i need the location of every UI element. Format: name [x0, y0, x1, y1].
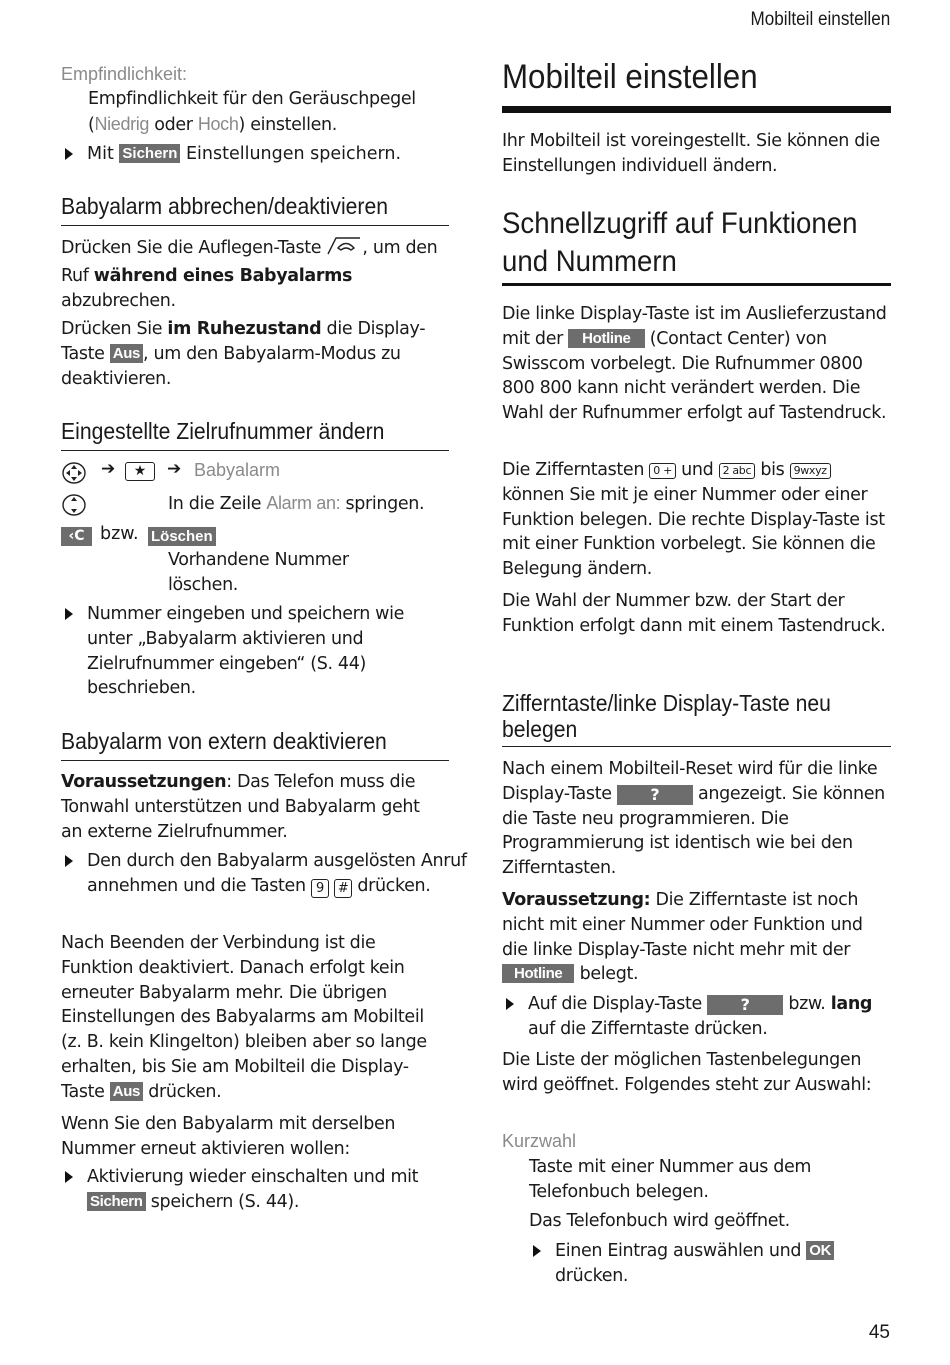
softkey-sichern: Sichern — [87, 1192, 146, 1211]
option-niedrig: Niedrig — [94, 113, 150, 134]
bullet-icon — [65, 148, 73, 160]
delete-description: Vorhandene Nummer löschen. — [168, 550, 349, 595]
nav-key-icon — [61, 493, 87, 521]
heading-extern: Babyalarm von extern deaktivieren — [61, 728, 387, 754]
menu-babyalarm: Babyalarm — [194, 460, 281, 480]
digit-keys-paragraph: Die Zifferntasten 0 + und 2 abc bis 9wxyz können Sie mit je einer Nummer oder einer Funktion belegen. Die rechte Display-Taste ist mit einer Funktion vorbelegt. Sie können die Belegung ändern. — [502, 460, 885, 580]
navigation-sequence — [61, 459, 451, 485]
softkey-hotline: Hotline — [502, 964, 574, 983]
bullet-icon — [65, 1171, 73, 1183]
sensitivity-description: Empfindlichkeit für den Geräuschpegel (Niedrig oder Hoch) einstellen. — [88, 89, 416, 135]
heading-rule — [61, 193, 449, 226]
requirement-paragraph: Voraussetzung: Die Zifferntaste ist noch nicht mit einer Nummer oder Funktion und die linke Display-Taste nicht mehr mit der Hotline belegt. — [502, 890, 863, 985]
key-9-icon: 9wxyz — [790, 463, 831, 479]
bullet-icon — [65, 855, 73, 867]
phonebook-opens: Das Telefonbuch wird geöffnet. — [529, 1211, 790, 1231]
section-heading-block — [502, 205, 891, 286]
heading-rule — [61, 728, 449, 761]
press-key-instruction: Auf die Display-Taste ? bzw. lang auf die Zifferntaste drücken. — [502, 992, 888, 1042]
key-9-icon: 9 — [311, 879, 329, 898]
dial-paragraph: Die Wahl der Nummer bzw. der Start der Funktion erfolgt dann mit einem Tastendruck. — [502, 591, 886, 636]
clear-key-icon: ‹C — [61, 527, 92, 546]
key-2-icon: 2 abc — [719, 463, 756, 479]
arrow-icon: ➔ — [167, 459, 182, 479]
softkey-question: ? — [707, 995, 783, 1015]
softkey-aus: Aus — [110, 1082, 143, 1101]
bullet-icon — [506, 998, 514, 1010]
enter-number-instruction: Nummer eingeben und speichern wie unter „Babyalarm aktivieren und Zielrufnummer eingeben“ (S. 44) beschrieben. — [61, 602, 451, 701]
jump-instruction: In die Zeile Alarm an: springen. — [168, 493, 425, 514]
heading-schnellzugriff: Schnellzugriff auf Funktionen und Nummern — [502, 207, 858, 278]
reset-paragraph: Nach einem Mobilteil-Reset wird für die linke Display-Taste ? angezeigt. Sie können die Taste neu programmieren. Die Programmierung ist identisch wie bei den Zifferntasten. — [502, 759, 885, 879]
arrow-icon: ➔ — [101, 459, 116, 479]
heading-zielrufnummer: Eingestellte Zielrufnummer ändern — [61, 418, 385, 444]
field-alarm-an: Alarm an: — [266, 493, 341, 513]
sensitivity-label: Empfindlichkeit: — [61, 64, 188, 84]
paragraph-deactivate: Drücken Sie im Ruhezustand die Display-Taste Aus , um den Babyalarm-Modus zu deaktivieren. — [61, 319, 426, 389]
end-call-key-icon — [326, 236, 362, 264]
softkey-hotline: Hotline — [568, 329, 644, 348]
intro-paragraph: Ihr Mobilteil ist voreingestellt. Sie können die Einstellungen individuell ändern. — [502, 131, 880, 176]
answer-call-instruction: Den durch den Babyalarm ausgelösten Anruf annehmen und die Tasten 9 # drücken. — [61, 849, 475, 899]
nav-key-icon — [61, 461, 87, 489]
key-0-icon: 0 + — [649, 463, 676, 479]
page-number: 45 — [868, 1322, 890, 1343]
softkey-loeschen: Löschen — [148, 527, 216, 546]
bullet-icon — [65, 608, 73, 620]
delete-keys — [61, 524, 451, 548]
paragraph-cancel: Drücken Sie die Auflegen-Taste , um den Ruf während eines Babyalarms abzubrechen. — [61, 238, 438, 311]
main-heading-block — [502, 58, 891, 113]
option-kurzwahl: Kurzwahl — [502, 1131, 577, 1151]
star-key-icon: ★ — [125, 462, 155, 481]
list-paragraph: Die Liste der möglichen Tastenbelegungen wird geöffnet. Folgendes steht zur Auswahl: — [502, 1050, 872, 1095]
heading-babyalarm-abbrechen: Babyalarm abbrechen/deaktivieren — [61, 193, 389, 219]
reactivate-paragraph: Wenn Sie den Babyalarm mit derselben Nummer erneut aktivieren wollen: — [61, 1114, 396, 1159]
softkey-aus: Aus — [110, 344, 143, 363]
main-heading: Mobilteil einstellen — [502, 58, 758, 96]
running-header: Mobilteil einstellen — [750, 9, 890, 30]
key-hash-icon: # — [334, 879, 352, 898]
save-instruction: Mit Sichern Einstellungen speichern. — [61, 142, 477, 167]
softkey-ok: OK — [806, 1241, 834, 1260]
option-hoch: Hoch — [197, 113, 239, 134]
kurzwahl-description: Taste mit einer Nummer aus dem Telefonbuch belegen. — [529, 1157, 812, 1202]
heading-rule — [502, 690, 891, 747]
hotline-paragraph: Die linke Display-Taste ist im Auslieferzustand mit der Hotline (Contact Center) von Swisscom vorbelegt. Die Rufnummer 0800 800 800 kann nicht verändert werden. Die Wahl der Rufnummer erfolgt auf Tastendruck. — [502, 304, 887, 424]
reactivate-instruction: Aktivierung wieder einschalten und mit Sichern speichern (S. 44). — [61, 1165, 479, 1215]
bzw-text: bzw. — [100, 524, 139, 544]
after-call-paragraph: Nach Beenden der Verbindung ist die Funktion deaktiviert. Danach erfolgt kein erneuter Babyalarm mehr. Die übrigen Einstellungen des Babyalarms am Mobilteil (z. B. kein Klingelton) bleiben aber so lange erhalten, bis Sie am Mobilteil die Display-Taste Aus drücken. — [61, 933, 427, 1102]
select-entry-instruction: Einen Eintrag auswählen und OK drücken. — [529, 1239, 895, 1289]
softkey-sichern: Sichern — [119, 144, 180, 163]
bullet-icon — [533, 1245, 541, 1257]
heading-rule — [61, 418, 449, 451]
emphasis-lang: lang — [830, 994, 873, 1014]
heading-neu-belegen: Zifferntaste/linke Display-Taste neu belegen — [502, 690, 831, 742]
requirements-paragraph: Voraussetzungen: Das Telefon muss die Tonwahl unterstützen und Babyalarm geht an externe Zielrufnummer. — [61, 772, 420, 842]
softkey-question: ? — [617, 785, 693, 805]
